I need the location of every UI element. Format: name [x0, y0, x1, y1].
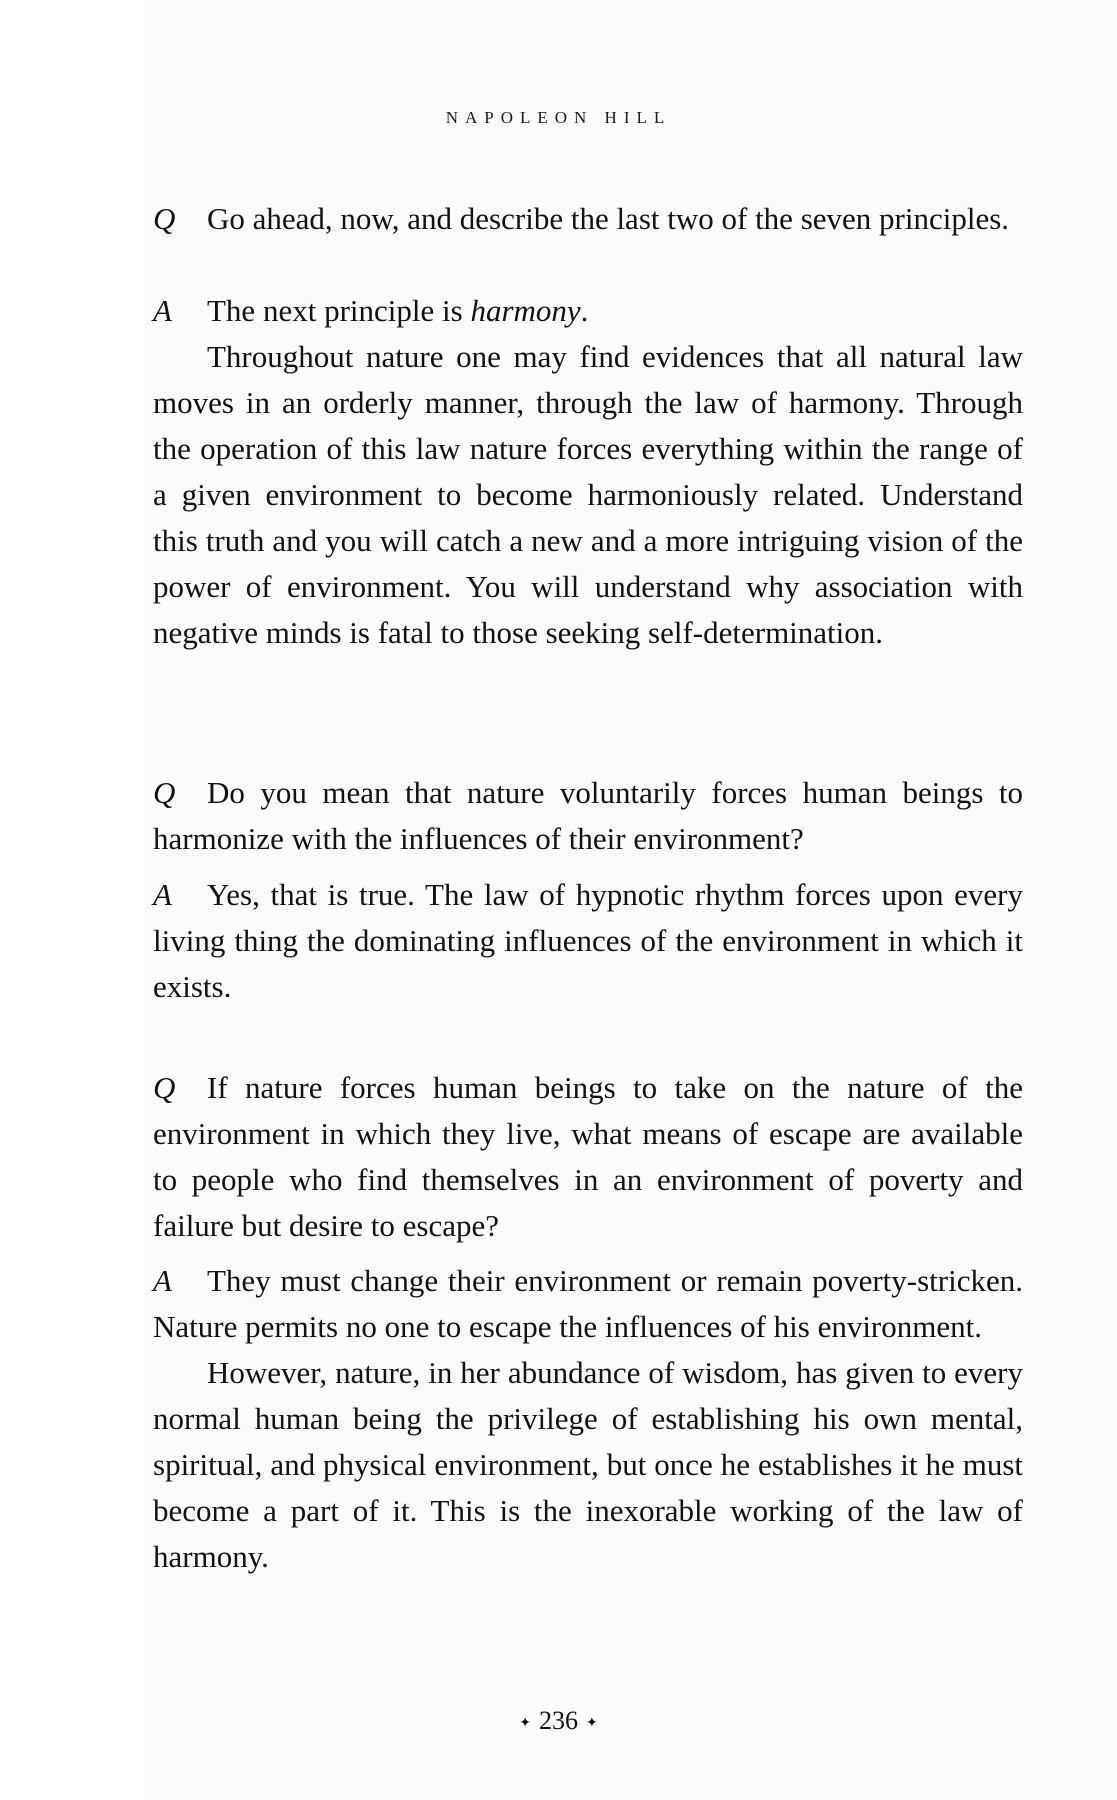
answer-block-2 — [153, 872, 1023, 1010]
page-folio — [0, 1706, 1117, 1736]
question-block-2 — [153, 770, 1023, 862]
answer-text: They must change their environment or remain poverty-stricken. Nature permits no one to escape the influences of his environment. — [153, 1263, 1023, 1344]
answer-block-1 — [153, 288, 1023, 656]
answer-text: Yes, that is true. The law of hypnotic rhythm forces upon every living thing the dominating influences of the environment in which it exists. — [153, 877, 1023, 1004]
star-ornament-icon: ✦ — [519, 1715, 531, 1731]
question-text: Do you mean that nature voluntarily forces human beings to harmonize with the influences of their environment? — [153, 775, 1023, 856]
running-head: NAPOLEON HILL — [445, 108, 672, 127]
star-ornament-icon: ✦ — [586, 1715, 598, 1731]
answer-label: A — [153, 1263, 172, 1298]
emphasis-harmony: harmony — [470, 293, 581, 328]
answer-text: The next principle is — [207, 293, 471, 328]
question-label: Q — [153, 775, 176, 810]
answer-label: A — [153, 877, 172, 912]
paragraph: Throughout nature one may find evidences that all natural law moves in an orderly manner, through the law of harmony. Through the operation of this law nature forces everything within the range of a given environment to become harmoniously related. Understand this truth and you will catch a new and a more intriguing vision of the power of environment. You will understand why association with negative minds is fatal to those seeking self-determination. — [153, 339, 1023, 650]
answer-text-end: . — [580, 293, 589, 328]
question-block-1 — [153, 196, 1023, 242]
question-text: If nature forces human beings to take on the nature of the environment in which they live, what means of escape are available to people who find themselves in an environment of poverty and failure but desire to escape? — [153, 1070, 1023, 1243]
page-number: 236 — [539, 1706, 578, 1735]
question-label: Q — [153, 1070, 176, 1105]
answer-label: A — [153, 293, 172, 328]
question-label: Q — [153, 201, 176, 236]
question-block-3 — [153, 1065, 1023, 1249]
question-text: Go ahead, now, and describe the last two of the seven principles. — [207, 201, 1010, 236]
paragraph: However, nature, in her abundance of wisdom, has given to every normal human being the privilege of establishing his own mental, spiritual, and physical environment, but once he establishes it he must become a part of it. This is the inexorable working of the law of harmony. — [153, 1355, 1023, 1574]
answer-block-3 — [153, 1258, 1023, 1580]
